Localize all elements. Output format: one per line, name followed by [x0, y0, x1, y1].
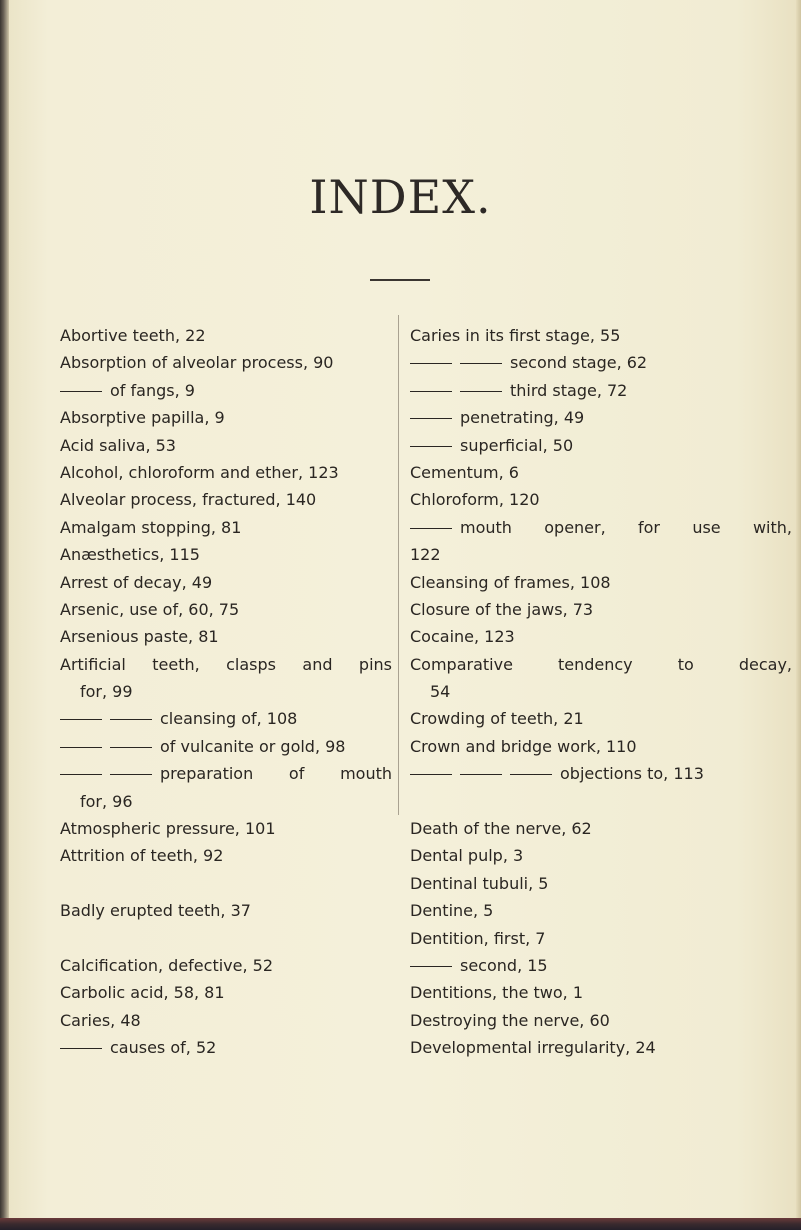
index-entry: [410, 979, 792, 1006]
ditto-dash: [410, 391, 452, 392]
index-entry-text: Developmental irregularity, 24: [410, 1038, 656, 1058]
index-entry-text: superficial, 50: [460, 435, 574, 455]
index-entry-text: Amalgam stopping, 81: [60, 517, 242, 537]
index-entry: [410, 651, 792, 678]
index-entry: [60, 569, 392, 596]
index-entry-text: Cementum, 6: [410, 462, 519, 482]
index-entry: [410, 322, 792, 349]
index-entry-text: 122: [410, 545, 441, 565]
index-entry-text: Absorption of alveolar process, 90: [60, 353, 334, 373]
index-entry: [60, 514, 392, 541]
index-entry-text: Dentition, first, 7: [410, 928, 546, 948]
index-entry-text: second stage, 62: [510, 353, 648, 373]
index-subentry: [410, 514, 792, 541]
index-entry-text: Crowding of teeth, 21: [410, 709, 584, 729]
index-entry-text: Chloroform, 120: [410, 490, 540, 510]
index-entry-text: Dentitions, the two, 1: [410, 983, 584, 1003]
index-entry-text: Crown and bridge work, 110: [410, 736, 637, 756]
ditto-dash: [510, 774, 552, 775]
index-entry: [410, 486, 792, 513]
index-entry-text: Arrest of decay, 49: [60, 572, 213, 592]
index-entry: [60, 596, 392, 623]
index-entry-text: Calcification, defective, 52: [60, 955, 273, 975]
ditto-dash: [60, 747, 102, 748]
index-entry: [60, 459, 392, 486]
index-subentry: [60, 705, 392, 732]
index-entry-text: Abortive teeth, 22: [60, 326, 206, 345]
ditto-dash: [410, 363, 452, 364]
index-entry-text: Dentinal tubuli, 5: [410, 873, 549, 893]
index-column-left: [60, 322, 392, 1062]
index-entry-text: Comparative tendency to decay,: [410, 654, 792, 674]
index-gap: [60, 925, 392, 952]
index-entry: [410, 925, 792, 952]
ditto-dash: [60, 391, 102, 392]
page-bottom-edge: [0, 1218, 801, 1230]
ditto-dash: [410, 966, 452, 967]
title-rule: [370, 279, 430, 281]
index-subentry: [410, 760, 792, 787]
index-entry-text: Artificial teeth, clasps and pins: [60, 654, 392, 674]
index-entry-text: of vulcanite or gold, 98: [160, 736, 346, 756]
index-entry: [60, 322, 392, 349]
index-subentry: [60, 733, 392, 760]
index-entry-text: Death of the nerve, 62: [410, 819, 592, 839]
index-entry-text: second, 15: [460, 955, 548, 975]
index-entry-text: Absorptive papilla, 9: [60, 408, 225, 428]
index-column-right: [410, 322, 792, 1062]
index-entry: [60, 623, 392, 650]
index-entry-text: Arsenic, use of, 60, 75: [60, 599, 240, 619]
index-subentry: [410, 952, 792, 979]
index-entry: [410, 897, 792, 924]
index-entry: [410, 1034, 792, 1061]
ditto-dash: [410, 774, 452, 775]
index-gap: [410, 788, 792, 815]
ditto-dash: [110, 719, 152, 720]
page-title: INDEX.: [309, 170, 492, 224]
index-entry: [410, 733, 792, 760]
index-entry-text: Alveolar process, fractured, 140: [60, 490, 317, 510]
index-entry-text: preparation of mouth: [160, 764, 392, 784]
index-entry-text: Arsenious paste, 81: [60, 627, 219, 647]
index-entry: [410, 623, 792, 650]
index-entry-text: causes of, 52: [110, 1038, 217, 1058]
index-entry: [60, 1007, 392, 1034]
index-entry-text: Acid saliva, 53: [60, 435, 176, 455]
index-entry-text: Atmospheric pressure, 101: [60, 819, 276, 839]
ditto-dash: [410, 528, 452, 529]
index-entry: [60, 541, 392, 568]
ditto-dash: [60, 719, 102, 720]
index-gap: [60, 870, 392, 897]
ditto-dash: [460, 391, 502, 392]
index-entry-text: for, 96: [80, 791, 133, 811]
ditto-dash: [60, 1048, 102, 1049]
index-entry-text: penetrating, 49: [460, 408, 585, 428]
index-entry-text: Alcohol, chloroform and ether, 123: [60, 462, 339, 482]
index-subentry: [410, 432, 792, 459]
index-subentry: [410, 404, 792, 431]
index-entry-text: Cocaine, 123: [410, 627, 515, 647]
ditto-dash: [460, 363, 502, 364]
index-entry-text: cleansing of, 108: [160, 709, 298, 729]
index-subentry: [60, 1034, 392, 1061]
index-entry: [60, 979, 392, 1006]
index-entry: [60, 952, 392, 979]
index-entry: [60, 651, 392, 678]
index-entry-text: Caries in its first stage, 55: [410, 326, 621, 345]
index-entry: [410, 459, 792, 486]
column-divider: [398, 315, 399, 815]
index-entry-text: Badly erupted teeth, 37: [60, 901, 251, 921]
index-entry-text: Cleansing of frames, 108: [410, 572, 611, 592]
index-entry-text: Dentine, 5: [410, 901, 494, 921]
index-entry: [60, 404, 392, 431]
index-entry-text: 54: [430, 682, 451, 702]
ditto-dash: [110, 747, 152, 748]
index-entry: [410, 1007, 792, 1034]
index-entry-text: Closure of the jaws, 73: [410, 599, 594, 619]
ditto-dash: [110, 774, 152, 775]
index-entry-text: for, 99: [80, 682, 133, 702]
index-entry-text: third stage, 72: [510, 380, 628, 400]
index-entry-text: Carbolic acid, 58, 81: [60, 983, 225, 1003]
index-entry: [60, 842, 392, 869]
index-entry: [60, 349, 392, 376]
index-entry-text: Destroying the nerve, 60: [410, 1010, 610, 1030]
index-entry: [60, 486, 392, 513]
index-entry-text: Dental pulp, 3: [410, 846, 524, 866]
index-entry: [410, 569, 792, 596]
index-entry-text: Attrition of teeth, 92: [60, 846, 224, 866]
index-entry: [410, 842, 792, 869]
index-entry: [410, 541, 792, 568]
index-entry: [60, 788, 392, 815]
index-entry: [60, 897, 392, 924]
ditto-dash: [410, 446, 452, 447]
index-entry-text: mouth opener, for use with,: [460, 517, 792, 537]
ditto-dash: [460, 774, 502, 775]
index-entry-text: Anæsthetics, 115: [60, 545, 200, 565]
index-entry: [60, 678, 392, 705]
index-subentry: [60, 760, 392, 787]
index-entry: [60, 815, 392, 842]
index-entry: [410, 705, 792, 732]
index-entry: [410, 678, 792, 705]
index-entry-text: objections to, 113: [560, 764, 704, 784]
index-subentry: [60, 377, 392, 404]
index-subentry: [410, 377, 792, 404]
index-entry-text: of fangs, 9: [110, 380, 195, 400]
index-entry: [410, 596, 792, 623]
ditto-dash: [410, 418, 452, 419]
index-entry: [410, 815, 792, 842]
index-subentry: [410, 349, 792, 376]
index-entry: [410, 870, 792, 897]
index-entry-text: Caries, 48: [60, 1010, 141, 1030]
ditto-dash: [60, 774, 102, 775]
index-entry: [60, 432, 392, 459]
